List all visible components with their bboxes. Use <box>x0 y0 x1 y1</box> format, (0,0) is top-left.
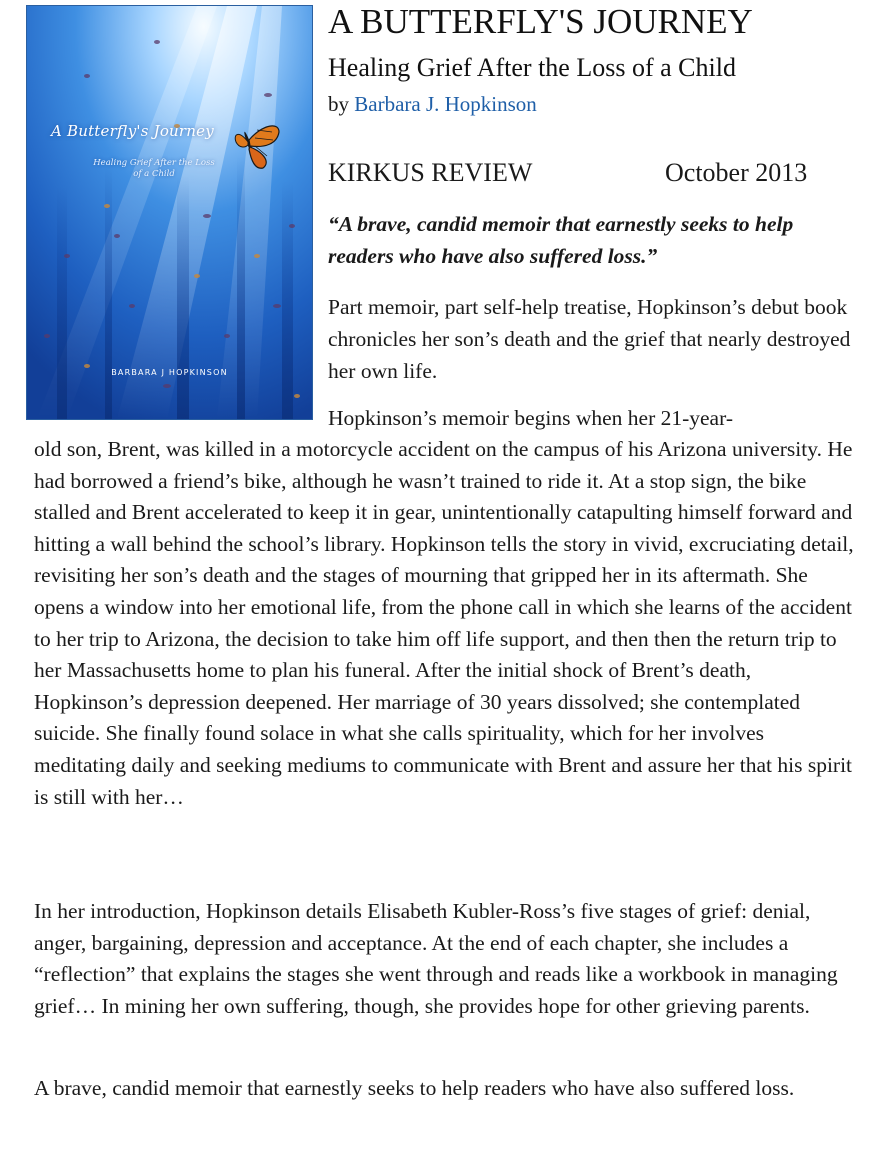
author-link[interactable]: Barbara J. Hopkinson <box>354 92 537 116</box>
cover-artwork <box>27 6 312 419</box>
book-title: A BUTTERFLY'S JOURNEY <box>328 2 753 41</box>
story-paragraph: old son, Brent, was killed in a motorcycle accident on the campus of his Arizona university. He had borrowed a friend’s bike, although he wasn’t trained to ride it. At a stop sign, the bike stalled and Brent accelerated to keep it in gear, unintentionally catapulting himself forward and hitting a wall behind the school’s library. Hopkinson tells the story in vivid, excruciating detail, revisiting her son’s death and the stages of mourning that gripped her in its aftermath. She opens a window into her emotional life, from the phone call in which she learns of the accident to her trip to Arizona, the decision to take him off life support, and then then the return trip to her Massachusetts home to plan his funeral. After the initial shock of Brent’s death, Hopkinson’s depression deepened. Her marriage of 30 years dissolved; she contemplated suicide. She finally found solace in what she calls spirituality, which for her involves meditating daily and seeking mediums to communicate with Brent and assure her that his spirit is still with her… <box>34 437 854 809</box>
book-subtitle: Healing Grief After the Loss of a Child <box>328 53 736 82</box>
cover-author: BARBARA J HOPKINSON <box>111 368 228 377</box>
by-label: by <box>328 92 349 116</box>
review-date: October 2013 <box>665 158 808 187</box>
pull-quote: “A brave, candid memoir that earnestly seeks to help readers who have also suffered loss.” <box>328 212 794 268</box>
intro-paragraph: Part memoir, part self-help treatise, Hopkinson’s debut book chronicles her son’s death and the grief that nearly destroyed her own life. <box>328 295 851 383</box>
introduction-paragraph: In her introduction, Hopkinson details Elisabeth Kubler-Ross’s five stages of grief: denial, anger, bargaining, depression and acceptance. At the end of each chapter, she includes a “reflection” that explains the stages she went through and reads like a workbook in managing grief… In mining her own suffering, though, she provides hope for other grieving parents. <box>34 899 838 1018</box>
story-paragraph-first-line: Hopkinson’s memoir begins when her 21-year- <box>328 406 733 430</box>
byline <box>328 90 537 118</box>
book-cover-image <box>27 6 312 419</box>
cover-subtitle: Healing Grief After the Loss of a Child <box>93 158 215 179</box>
closing-paragraph: A brave, candid memoir that earnestly seeks to help readers who have also suffered loss. <box>34 1076 795 1100</box>
cover-title: A Butterfly's Journey <box>51 122 214 140</box>
review-source: KIRKUS REVIEW <box>328 158 533 187</box>
